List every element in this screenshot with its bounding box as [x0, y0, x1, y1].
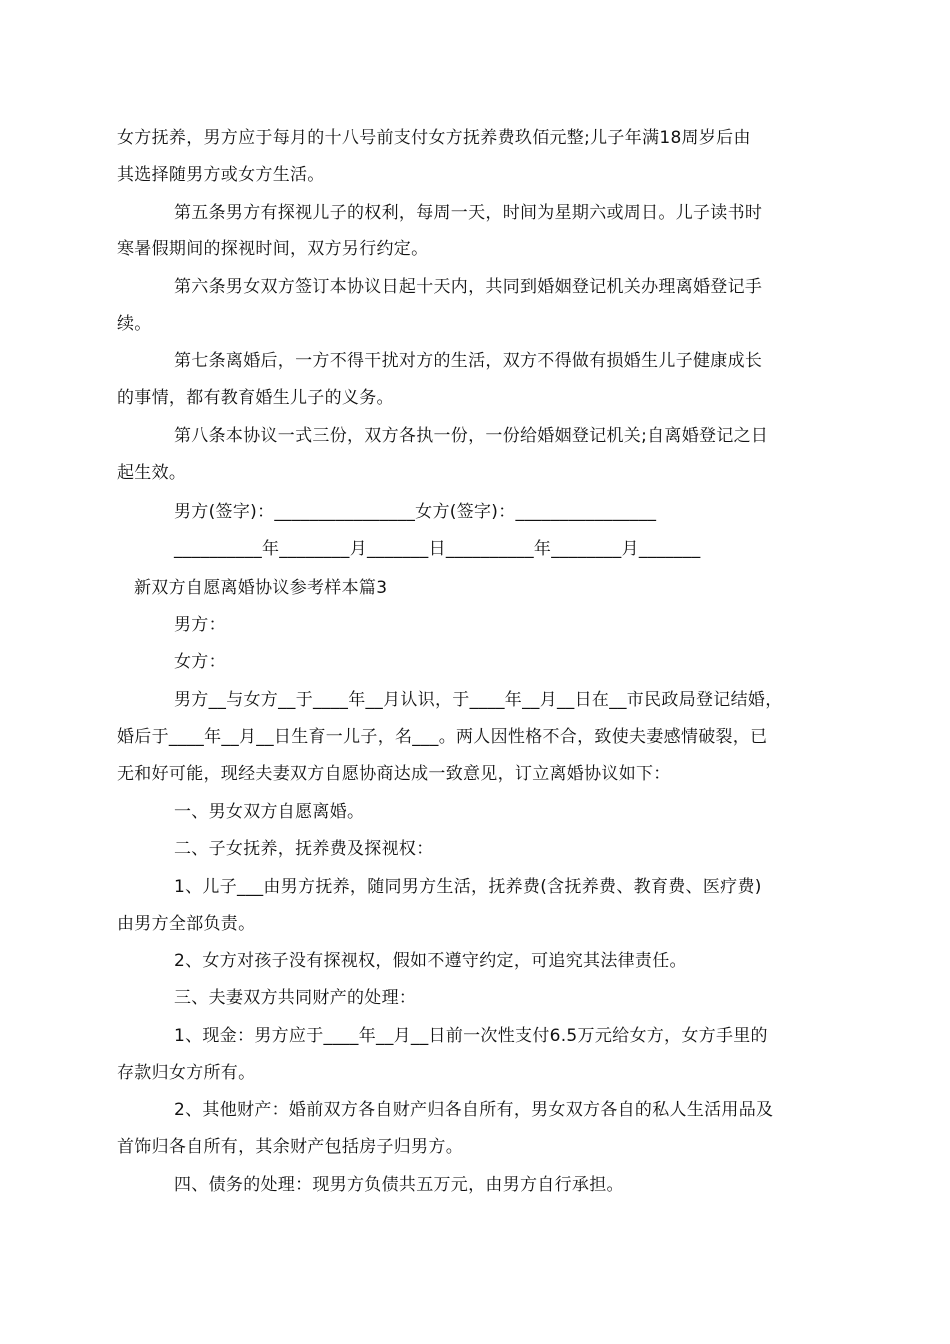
paragraph-line: 其选择随男方或女方生活。	[117, 165, 325, 185]
clause-3-line: 三、夫妻双方共同财产的处理：	[174, 988, 417, 1008]
paragraph-line: 起生效。	[117, 463, 187, 483]
clause-4-line: 四、债务的处理：现男方负债共五万元，由男方自行承担。	[174, 1175, 624, 1195]
signature-line: 男方(签字)：________________女方(签字)：________________	[174, 502, 657, 522]
clause-1-line: 一、男女双方自愿离婚。	[174, 802, 365, 822]
paragraph-line: 婚后于____年__月__日生育一儿子，名___。两人因性格不合，致使夫妻感情破裂，已	[117, 727, 768, 747]
female-party-label: 女方：	[174, 652, 226, 672]
intro-line: 男方__与女方__于____年__月认识，于____年__月__日在__市民政局登记结婚，	[174, 690, 783, 710]
date-line: __________年________月_______日__________年________月_______	[174, 539, 701, 559]
article-7-line: 第七条离婚后，一方不得干扰对方的生活，双方不得做有损婚生儿子健康成长	[174, 351, 763, 371]
paragraph-line: 寒暑假期间的探视时间，双方另行约定。	[117, 239, 429, 259]
sub-clause-line: 2、女方对孩子没有探视权，假如不遵守约定，可追究其法律责任。	[174, 951, 687, 971]
paragraph-line: 无和好可能，现经夫妻双方自愿协商达成一致意见，订立离婚协议如下：	[117, 764, 671, 784]
paragraph-line: 女方抚养，男方应于每月的十八号前支付女方抚养费玖佰元整;儿子年满18周岁后由	[117, 128, 751, 148]
paragraph-line: 由男方全部负责。	[117, 914, 256, 934]
section-heading: 新双方自愿离婚协议参考样本篇3	[134, 578, 388, 598]
sub-clause-line: 1、儿子___由男方抚养，随同男方生活，抚养费(含抚养费、教育费、医疗费)	[174, 877, 762, 897]
article-6-line: 第六条男女双方签订本协议日起十天内，共同到婚姻登记机关办理离婚登记手	[174, 277, 763, 297]
article-8-line: 第八条本协议一式三份，双方各执一份，一份给婚姻登记机关;自离婚登记之日	[174, 426, 769, 446]
article-5-line: 第五条男方有探视儿子的权利，每周一天，时间为星期六或周日。儿子读书时	[174, 203, 763, 223]
paragraph-line: 首饰归各自所有，其余财产包括房子归男方。	[117, 1137, 463, 1157]
paragraph-line: 存款归女方所有。	[117, 1063, 256, 1083]
sub-clause-line: 1、现金：男方应于____年__月__日前一次性支付6.5万元给女方，女方手里的	[174, 1026, 768, 1046]
clause-2-line: 二、子女抚养，抚养费及探视权：	[174, 839, 434, 859]
sub-clause-line: 2、其他财产：婚前双方各自财产归各自所有，男女双方各自的私人生活用品及	[174, 1100, 774, 1120]
paragraph-line: 续。	[117, 314, 152, 334]
male-party-label: 男方：	[174, 615, 226, 635]
paragraph-line: 的事情，都有教育婚生儿子的义务。	[117, 388, 394, 408]
